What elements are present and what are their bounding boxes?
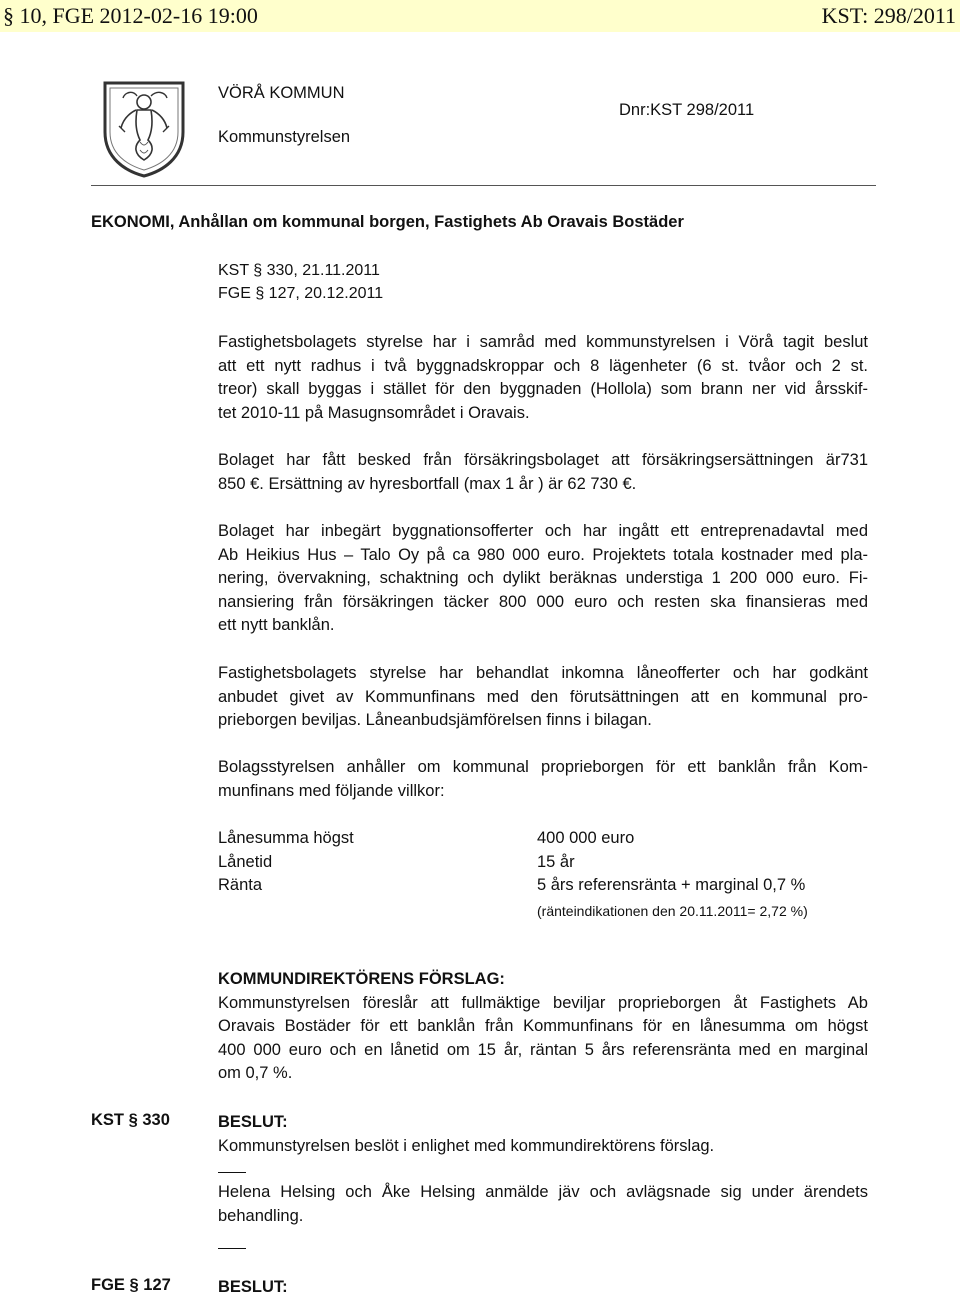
text-line: Bolaget har fått besked från försäkringsbolaget att försäkringsersättningen är731: [218, 451, 868, 469]
text-line: nering, övervakning, schaktning och dylikt beräknas understiga 1 200 000 euro. Fi-: [218, 569, 868, 587]
paragraph-request: [218, 756, 868, 803]
reference-kst: KST § 330, 21.11.2011: [218, 262, 380, 279]
text-line: prieborgen beviljas. Låneanbudsjämförelsen finns i bilagan.: [218, 711, 652, 729]
document-heading: EKONOMI, Anhållan om kommunal borgen, Fastighets Ab Oravais Bostäder: [91, 213, 684, 231]
term-value: 15 år: [537, 852, 575, 871]
meeting-banner: [0, 0, 960, 32]
kst-section-label: KST § 330: [91, 1111, 170, 1129]
text-line: tet 2010-11 på Masugnsområdet i Oravais.: [218, 403, 530, 422]
text-line: 400 000 euro och en lånetid om 15 år, räntan 5 års referensränta med en marginal: [218, 1040, 868, 1059]
director-proposal: [218, 968, 868, 1086]
text-line: Ab Heikius Hus – Talo Oy på ca 980 000 euro. Projektets totala kostnader med pla-: [218, 545, 868, 564]
paragraph-loan-offers: [218, 662, 868, 733]
term-label: Ränta: [218, 876, 263, 894]
term-label: Lånetid: [218, 852, 273, 871]
text-line: Fastighetsbolagets styrelse har i samråd med kommunstyrelsen i Vörå tagit beslut: [218, 333, 868, 351]
decision-text: Kommunstyrelsen beslöt i enlighet med kommundirektörens förslag.: [218, 1136, 715, 1155]
kst-decision: [218, 1111, 868, 1158]
disqualification-note: [218, 1181, 868, 1228]
text-line: Fastighetsbolagets styrelse har behandlat inkomna låneofferter och har godkänt: [218, 664, 868, 682]
header-divider: [91, 185, 876, 186]
term-label: Lånesumma högst: [218, 829, 354, 847]
diary-number: Dnr:KST 298/2011: [619, 101, 755, 119]
separator-line: [218, 1172, 246, 1173]
term-value: 5 års referensränta + marginal 0,7 %: [537, 876, 806, 894]
department-name: Kommunstyrelsen: [218, 128, 351, 146]
paragraph-construction: [218, 520, 868, 638]
paragraph-insurance: [218, 449, 868, 496]
text-line: munfinans med följande villkor:: [218, 781, 445, 800]
text-line: Helena Helsing och Åke Helsing anmälde jäv och avlägsnade sig under ärendets: [218, 1183, 868, 1201]
text-line: 850 €. Ersättning av hyresbortfall (max 1 år ) är 62 730 €.: [218, 474, 637, 493]
fge-decision: [218, 1276, 868, 1300]
term-value: 400 000 euro: [537, 829, 635, 847]
decision-title: BESLUT:: [218, 1278, 288, 1296]
fge-section-label: FGE § 127: [91, 1276, 171, 1294]
text-line: Bolagsstyrelsen anhåller om kommunal proprieborgen för ett banklån från Kom-: [218, 758, 868, 776]
coat-of-arms-icon: [101, 80, 187, 178]
paragraph-background: [218, 331, 868, 425]
text-line: om 0,7 %.: [218, 1064, 293, 1082]
text-line: nansiering från försäkringen täcker 800 000 euro och resten ska finansieras med: [218, 592, 868, 611]
reference-fge: FGE § 127, 20.12.2011: [218, 285, 384, 302]
text-line: Oravais Bostäder för ett banklån från Kommunfinans för en lånesumma om högst: [218, 1017, 868, 1035]
banner-case-number: KST: 298/2011: [821, 3, 956, 28]
interest-indication-note: (ränteindikationen den 20.11.2011= 2,72 %): [537, 902, 808, 919]
text-line: att ett nytt radhus i två byggnadskroppar och 8 lägenheter (6 st. tvåor och 2 st.: [218, 356, 868, 375]
text-line: ett nytt banklån.: [218, 616, 335, 634]
separator-line: [218, 1248, 246, 1249]
organization-name: VÖRÅ KOMMUN: [218, 84, 345, 102]
text-line: behandling.: [218, 1206, 304, 1225]
text-line: Bolaget har inbegärt byggnationsofferter och har ingått ett entreprenadavtal med: [218, 522, 868, 540]
decision-title: BESLUT:: [218, 1113, 288, 1131]
text-line: treor) skall byggas i stället för den byggnaden (Hollola) som brann ner vid årsskif-: [218, 380, 868, 398]
text-line: Kommunstyrelsen föreslår att fullmäktige beviljar proprieborgen åt Fastighets Ab: [218, 993, 868, 1012]
banner-section: § 10, FGE 2012-02-16 19:00: [3, 3, 258, 28]
proposal-title: KOMMUNDIREKTÖRENS FÖRSLAG:: [218, 970, 505, 988]
text-line: anbudet givet av Kommunfinans med den förutsättningen att en kommunal pro-: [218, 687, 868, 706]
